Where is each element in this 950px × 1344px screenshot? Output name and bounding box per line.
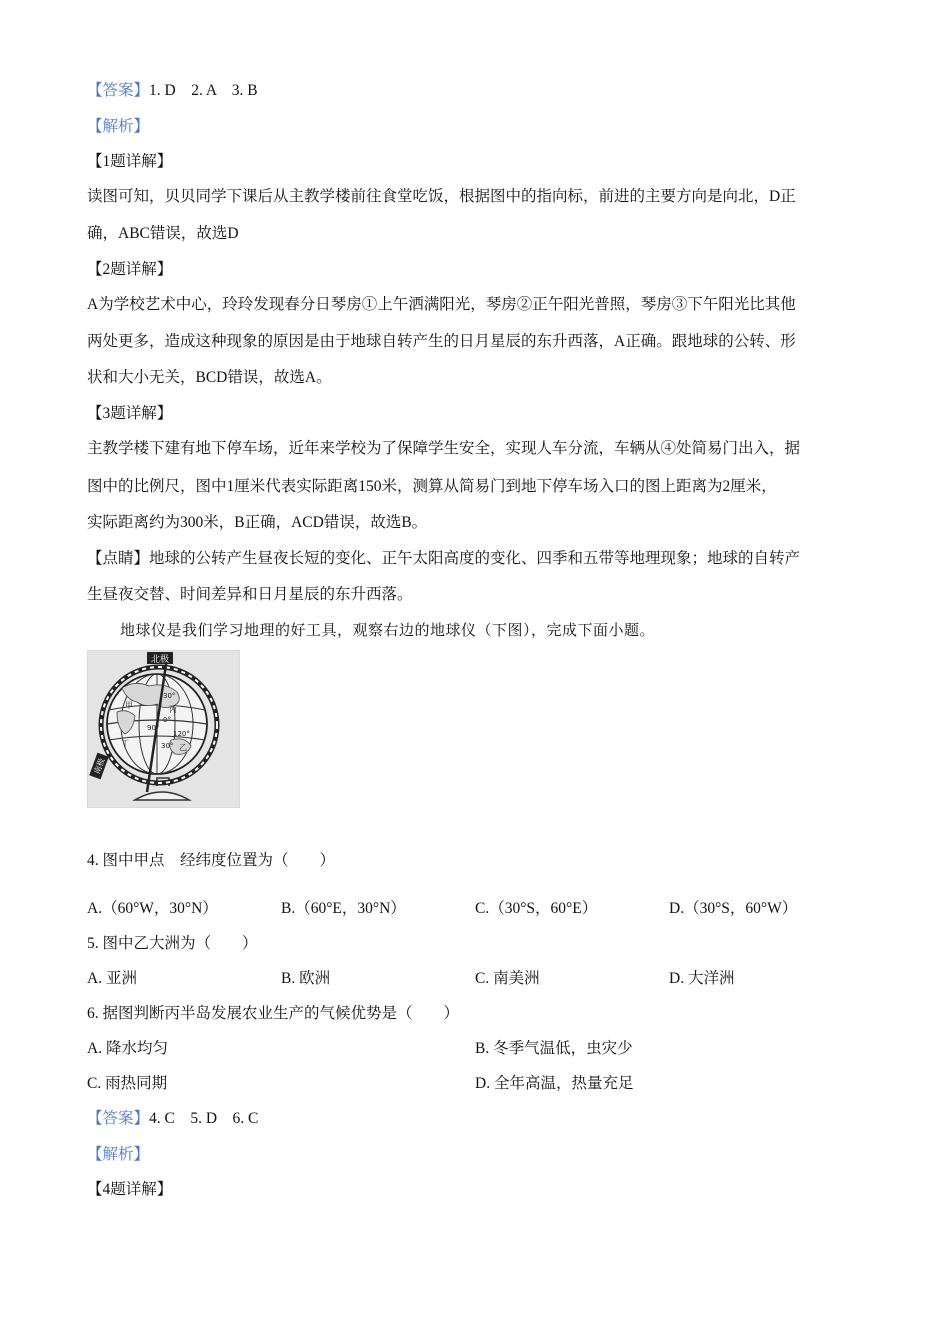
q1-text-line: 确，ABC错误，故选D (87, 225, 239, 242)
north-pole-label: 北极 (150, 655, 170, 665)
q6-option-b: B. 冬季气温低，虫灾少 (475, 1040, 633, 1057)
q2-text-line: 状和大小无关，BCD错误，故选A。 (87, 369, 332, 386)
place-label: 丁 (121, 739, 129, 748)
lat-label: 30° (161, 742, 174, 750)
q6-option-a: A. 降水均匀 (87, 1040, 168, 1057)
tip-text: 地球的公转产生昼夜长短的变化、正午太阳高度的变化、四季和五带等地理现象；地球的自转产 (149, 550, 801, 567)
answer-text: 4. C 5. D 6. C (149, 1110, 259, 1127)
question-intro: 地球仪是我们学习地理的好工具，观察右边的地球仪（下图），完成下面小题。 (120, 623, 656, 639)
q3-text-line: 主教学楼下建有地下停车场，近年来学校为了保障学生安全，实现人车分流，车辆从④处简易门出入，据 (87, 440, 801, 457)
answer-text: 1. D 2. A 3. B (149, 82, 258, 99)
lon-label: 90° (147, 724, 160, 732)
q4-stem: 4. 图中甲点 经纬度位置为（ ） (87, 852, 336, 869)
q3-text-line: 实际距离约为300米，B正确，ACD错误，故选B。 (87, 514, 428, 531)
tip-tag: 【点睛】 (87, 550, 150, 567)
q4-option-c: C.（30°S，60°E） (475, 900, 598, 917)
q4-heading: 【4题详解】 (87, 1181, 173, 1198)
answer-tag: 【答案】 (87, 1110, 150, 1127)
q3-text-line: 图中的比例尺，图中1厘米代表实际距离150米，测算从简易门到地下停车场入口的图上距离为2厘米， (87, 478, 777, 495)
lat-label: 0° (163, 716, 171, 724)
q6-option-c: C. 雨热同期 (87, 1075, 168, 1092)
q1-text-line: 读图可知，贝贝同学下课后从主教学楼前往食堂吃饭，根据图中的指向标，前进的主要方向是向北，D正 (87, 188, 796, 205)
q5-option-d: D. 大洋洲 (669, 970, 735, 987)
q2-text-line: A为学校艺术中心，玲玲发现春分日琴房①上午洒满阳光，琴房②正午阳光普照，琴房③下午阳光比其他 (87, 296, 796, 313)
q1-heading: 【1题详解】 (87, 153, 173, 170)
lon-label: 120° (173, 730, 190, 738)
tip-line-1 (87, 549, 800, 569)
globe-figure (87, 650, 240, 808)
analysis-tag: 【解析】 (87, 118, 150, 135)
answer-line-1 (87, 81, 258, 101)
answer-tag: 【答案】 (87, 82, 150, 99)
analysis-tag: 【解析】 (87, 1146, 150, 1163)
q2-heading: 【2题详解】 (87, 261, 173, 278)
q4-option-a: A.（60°W，30°N） (87, 900, 218, 917)
q5-option-b: B. 欧洲 (281, 970, 331, 987)
place-label: 甲 (125, 701, 133, 710)
tip-text-line: 生昼夜交替、时间差异和日月星辰的东升西落。 (87, 586, 413, 603)
q4-option-b: B.（60°E，30°N） (281, 900, 406, 917)
q5-stem: 5. 图中乙大洲为（ ） (87, 935, 258, 952)
q2-text-line: 两处更多，造成这种现象的原因是由于地球自转产生的日月星辰的东升西落，A正确。跟地球的公转、形 (87, 333, 796, 350)
south-pole-label: 南极 (92, 757, 107, 776)
place-label: 丙 (169, 705, 177, 714)
q6-option-d: D. 全年高温，热量充足 (475, 1075, 634, 1092)
q6-stem: 6. 据图判断丙半岛发展农业生产的气候优势是（ ） (87, 1005, 460, 1022)
place-label: 乙 (179, 743, 187, 752)
q5-option-a: A. 亚洲 (87, 970, 137, 987)
lat-label: 30° (163, 692, 176, 700)
answer-line-2 (87, 1109, 258, 1129)
q5-option-c: C. 南美洲 (475, 970, 540, 987)
q3-heading: 【3题详解】 (87, 405, 173, 422)
q4-option-d: D.（30°S，60°W） (669, 900, 798, 917)
